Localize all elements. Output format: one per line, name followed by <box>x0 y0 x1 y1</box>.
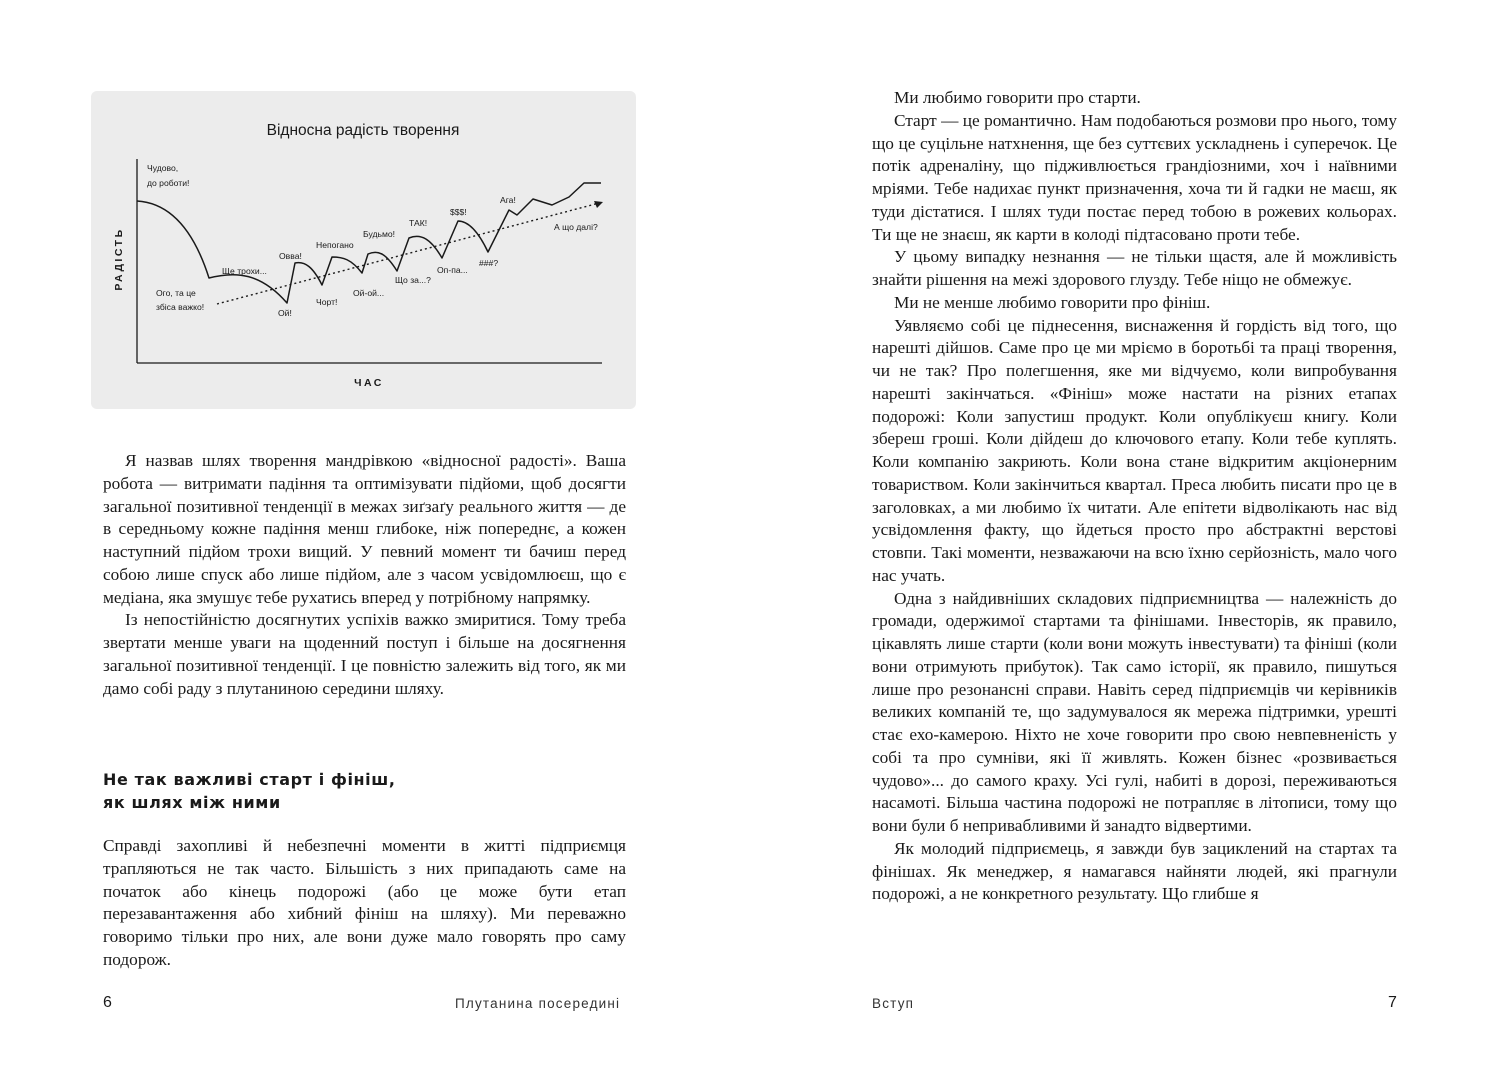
paragraph: Уявляємо собі це піднесення, виснаження й гордість від того, що нарешті дійшов. Саме про це ми мріємо в боротьбі та праці творення, чи не так? Про полегшення, яке ми відчуємо, коли випробування нарешті закінчаться. «Фініш» може настати на різних етапах подорожі: Коли запустиш продукт. Коли опублікуєш книгу. Коли збереш гроші. Коли дійдеш до ключового етапу. Коли тебе куплять. Коли компанію закриють. Коли вона стане відкритим акціонерним товариством. Коли закінчиться квартал. Преса любить писати про це в заголовках, а ми любимо їх читати. Але епітети відволікають нас від усвідомлення факту, що йдеться просто про абстрактні верстові стовпи. Такі моменти, незважаючи на всю їхню серйозність, мало чого нас учать. <box>872 315 1397 585</box>
left-body-text <box>103 450 626 700</box>
right-page <box>750 0 1500 1068</box>
annotation-hashes: ###? <box>479 258 499 268</box>
annotation-shcho-za: Що за...? <box>395 275 431 285</box>
annotation-chort: Чорт! <box>316 297 338 307</box>
page-number-left: 6 <box>103 994 112 1011</box>
annotation-shcho-dali: А що далі? <box>554 222 598 232</box>
paragraph: Ми любимо говорити про старти. <box>894 88 1141 107</box>
paragraph: Старт — це романтично. Нам подобаються розмови про нього, тому що це суцільне натхнення, ще без суттєвих ускладнень і суперечок. Це потік адреналіну, що підживлюється грандіозними, хоч і наївними мріями. Тебе надихає пункт призначення, хоча ти й гадки не маєш, як туди дістатися. І шлях туди постає перед тобою в рожевих кольорах. Ти ще не знаєш, як карти в колоді підтасовано проти тебе. <box>872 110 1397 244</box>
right-body-text <box>872 87 1397 906</box>
paragraph: Ми не менше любимо говорити про фініш. <box>894 292 1211 312</box>
annotation-ogo-1: Ого, та це <box>156 288 196 298</box>
annotation-aha: Ага! <box>500 195 516 205</box>
annotation-chudovo-2: до роботи! <box>147 178 190 188</box>
annotation-ovva: Овва! <box>279 251 302 261</box>
chart-title: Відносна радість творення <box>266 122 460 139</box>
annotation-nepohano: Непогано <box>316 240 354 250</box>
running-title-left: Плутанина посередині <box>455 996 621 1011</box>
joy-curve <box>137 183 601 303</box>
paragraph: Одна з найдивніших складових підприємництва — належність до громади, одержимої стартами та фінішами. Інвесторів, як правило, цікавлять лише старти (коли вони можуть інвестувати) та фініші (коли вони отримують прибуток). Так само історії, як правило, пишуться лише про резонансні справи. Навіть серед підприємців чи керівників великих компаній те, що задумувалося як мережа підтримки, урешті стає ехо-камерою. Ніхто не хоче говорити про свою невпевненість у собі та про сумніви, які її живлять. Кожен бізнес «розвивається чудово»... до самого краху. Усі гулі, набиті в дорозі, переживаються насамоті. Більша частина подорожі не потрапляє в літописи, тому що вони були б непривабливими й занадто відвертими. <box>872 588 1397 835</box>
paragraph: Як молодий підприємець, я завжди був зациклений на стартах та фінішах. Як менеджер, я намагався найняти людей, які прагнули подорожі, а не конкретного результату. Що глибше я <box>872 838 1397 904</box>
x-axis-label: ЧАС <box>354 377 384 389</box>
joy-chart-figure <box>91 91 636 409</box>
annotation-budmo: Будьмо! <box>363 229 396 239</box>
y-axis-label: РАДІСТЬ <box>113 227 125 291</box>
annotation-ogo-2: збіса важко! <box>156 302 205 312</box>
paragraph: Я назвав шлях творення мандрівкою «відносної радості». Ваша робота — витримати падіння та оптимізувати підйоми, щоб досягти загальної позитивної тенденції в межах зиґзаґу реального життя — де в середньому кожне падіння менш глибоке, ніж попереднє, а кожен наступний підйом трохи вищий. У певний момент ти бачиш перед собою лише спуск або лише підйом, але з часом усвідомлюєш, що є медіана, яка змушує тебе рухатись вперед у потрібному напрямку. <box>103 451 626 607</box>
paragraph: Справді захопливі й небезпечні моменти в житті підприємця трапляються не так часто. Більшість з них припадають саме на початок або кінець подорожі (або це може бути етап перезавантаження або хибний фініш на шляху). Ми переважно говоримо тільки про них, але вони дуже мало говорять про саму подорож. <box>103 836 626 969</box>
annotation-op-pa: Оп-па... <box>437 265 468 275</box>
section-heading-line: як шлях між ними <box>103 793 281 812</box>
annotation-dollars: $$$! <box>450 207 467 217</box>
section-heading <box>103 768 623 814</box>
annotation-chudovo-1: Чудово, <box>147 163 179 173</box>
paragraph: Із непостійністю досягнутих успіхів важко змиритися. Тому треба звертати менше уваги на щоденний поступ і більше на досягнення загальної позитивної тенденції. І це повністю залежить від того, як ми дамо собі раду з плутаниною середини шляху. <box>103 610 626 698</box>
running-title-right: Вступ <box>872 996 915 1011</box>
left-section-text <box>103 835 626 972</box>
paragraph: У цьому випадку незнання — не тільки щастя, але й можливість знайти рішення на межі здорового глузду. Тебе ніщо не обмежує. <box>872 247 1397 289</box>
annotation-oi-oi: Ой-ой... <box>353 288 385 298</box>
annotation-shche-trokhy: Ще трохи... <box>222 266 267 276</box>
page-number-right: 7 <box>1388 994 1397 1011</box>
joy-chart <box>91 91 636 409</box>
section-heading-line: Не так важливі старт і фініш, <box>103 770 396 789</box>
annotation-tak: ТАК! <box>409 218 428 228</box>
annotation-oi: Ой! <box>278 308 292 318</box>
